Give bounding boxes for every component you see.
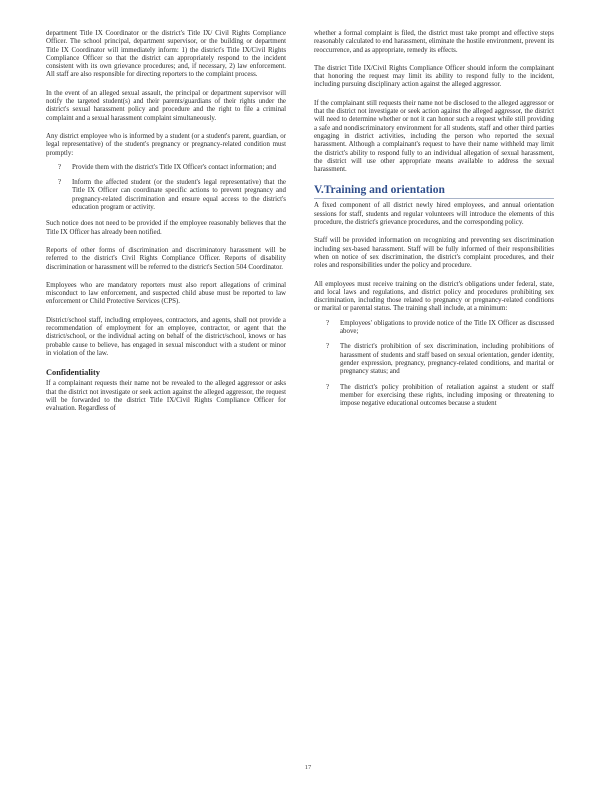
bullet-icon: ? (58, 163, 62, 171)
page-number: 17 (304, 764, 312, 771)
paragraph-no-recommendation: District/school staff, including employees, contractors, and agents, shall not provide a recommendation of employment for an employee, contractor, or agent that the district/school, or the individual acting on behalf of the district/school, knows or has probable cause to believe, has engaged in sexual misconduct with a student or minor in violation of the law. (46, 316, 286, 357)
bullet-icon: ? (326, 383, 330, 391)
right-column (314, 30, 554, 416)
paragraph-withheld-name: If the complainant still requests their name not be disclosed to the alleged aggressor or that the district not investigate or seek action against the alleged aggressor, the district will need to determine whether or not it can honor such a request while still providing a safe and nondiscriminatory environment for all students, staff and other third parties engaging in district activities, including the person who reported the sexual harassment. Although a complainant's request to have their name withheld may limit the district's ability to respond fully to an individual allegation of sexual harassment, the district will use other appropriate means available to address the sexual harassment. (314, 99, 554, 174)
paragraph-pregnancy-reporting: Any district employee who is informed by a student (or a student's parent, guardian, or legal representative) of the student's pregnancy or pregnancy-related condition must promptly: (46, 132, 286, 157)
list-item-text: Provide them with the district's Title IX Officer's contact information; and (72, 163, 277, 171)
paragraph-notice-exception: Such notice does not need to be provided if the employee reasonably believes that the Title IX Officer has already been notified. (46, 220, 286, 236)
bullet-icon: ? (326, 343, 330, 351)
paragraph-sexual-assault-notice: In the event of an alleged sexual assault, the principal or department supervisor will notify the targeted student(s) and their parents/guardians of their rights under the district's sexual harassment policy and procedure and the right to file a criminal complaint and a sexual harassment complaint simultaneously. (46, 89, 286, 122)
paragraph-staff-information: Staff will be provided information on recognizing and preventing sex discrimination including sex-based harassment. Staff will be fully informed of their responsibilities when on notice of sex discrimination, the district's complaint procedures, and their roles and responsibilities under the policy and procedure. (314, 237, 554, 270)
paragraph-employee-training: All employees must receive training on the district's obligations under federal, state, and local laws and regulations, and district policy and procedures prohibiting sex discrimination, including those related to pregnancy or pregnancy-related conditions or marital or parental status. The training shall include, at a minimum: (314, 280, 554, 313)
list-item-text: The district's policy prohibition of retaliation against a student or staff member for exercising these rights, including imposing or threatening to impose negative educational outcomes because a student (340, 383, 554, 408)
bullet-icon: ? (58, 179, 62, 187)
list-item (46, 164, 286, 172)
paragraph-confidentiality: If a complainant requests their name not be revealed to the alleged aggressor or asks that the district not investigate or seek action against the alleged aggressor, the request will be forwarded to the district Title IX/Civil Rights Compliance Officer for evaluation. Regardless of (46, 380, 286, 413)
paragraph-district-steps: whether a formal complaint is filed, the district must take prompt and effective steps reasonably calculated to end harassment, eliminate the hostile environment, prevent its reoccurrence, and as appropriate, remedy its effects. (314, 30, 554, 54)
list-item (46, 179, 286, 212)
paragraph-reporting-duties: department Title IX Coordinator or the district's Title IX/ Civil Rights Compliance Officer. The school principal, department supervisor, or the building or department Title IX Coordinator will immediately inform: 1) the district's Title IX/Civil Rights Compliance Officer so that the district can appropriately respond to the incident consistent with its own grievance procedures; and, if necessary, 2) law enforcement. All staff are also responsible for directing reporters to the complaint process. (46, 30, 286, 79)
list-item-text: The district's prohibition of sex discrimination, including prohibitions of harassment of students and staff based on sexual orientation, gender identity, gender expression, pregnancy, pregnancy-related conditions, and marital or pregnancy status; and (340, 343, 554, 376)
section-heading-training: V.Training and orientation (314, 184, 554, 199)
confidentiality-heading: Confidentiality (46, 368, 100, 378)
bullet-icon: ? (326, 319, 330, 327)
list-item-text: Inform the affected student (or the student's legal representative) that the Title IX Officer can coordinate specific actions to prevent pregnancy and pregnancy-related discrimination and ensure equal access to the district's education program or activity. (72, 179, 286, 212)
paragraph-other-discrimination: Reports of other forms of discrimination and discriminatory harassment will be referred to the district's Civil Rights Compliance Officer. Reports of disability discrimination or harassment will be referred to the district's Section 504 Coordinator. (46, 246, 286, 271)
paragraph-mandatory-reporters: Employees who are mandatory reporters must also report allegations of criminal misconduct to law enforcement, and suspected child abuse must be reported to law enforcement or Child Protective Services (CPS). (46, 281, 286, 306)
paragraph-orientation: A fixed component of all district newly hired employees, and annual orientation sessions for staff, students and regular volunteers will introduce the elements of this procedure, the district's grievance procedures, and the corresponding policy. (314, 202, 554, 227)
list-item (314, 384, 554, 409)
left-column (46, 30, 286, 423)
list-item (314, 343, 554, 376)
pregnancy-actions-list (46, 164, 286, 212)
paragraph-officer-inform: The district Title IX/Civil Rights Compliance Officer should inform the complainant that honoring the request may limit its ability to respond fully to the incident, including pursuing disciplinary action against the alleged aggressor. (314, 64, 554, 89)
training-topics-list (314, 320, 554, 409)
list-item-text: Employees' obligations to provide notice of the Title IX Officer as discussed above; (340, 319, 554, 336)
list-item (314, 320, 554, 337)
